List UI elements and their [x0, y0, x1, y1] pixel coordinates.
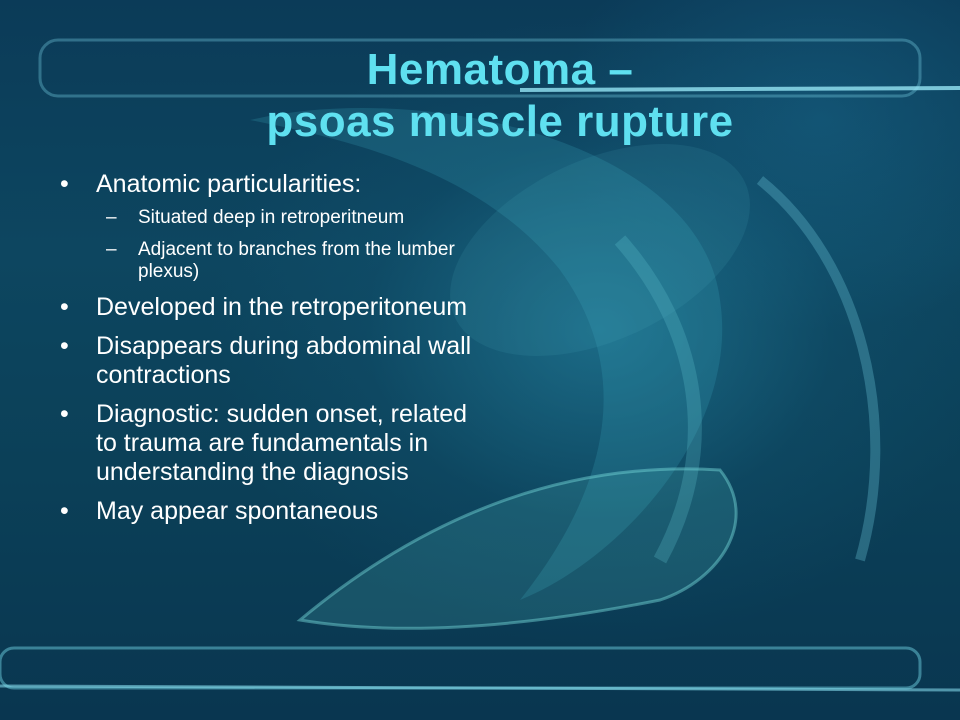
slide-title-line-2: psoas muscle rupture — [266, 97, 734, 146]
bullet-text: May appear spontaneous — [96, 497, 379, 525]
bullet-text: Diagnostic: sudden onset, related to trauma are fundamentals in understanding the diagnosis — [96, 400, 468, 486]
bullet-text: Disappears during abdominal wall contractions — [96, 332, 472, 389]
bullet-text: Anatomic particularities: — [96, 170, 362, 198]
bullet-item — [58, 293, 488, 322]
bullet-item — [58, 400, 488, 487]
sub-bullet-item: – Situated deep in retroperitneum — [96, 207, 488, 229]
sub-bullet-list — [96, 207, 488, 283]
bullet-text: Developed in the retroperitoneum — [96, 293, 468, 321]
bullet-item — [58, 497, 488, 526]
sub-bullet-item: – Adjacent to branches from the lumber plexus) — [96, 239, 488, 283]
slide-title — [120, 44, 880, 148]
bullet-item — [58, 332, 488, 390]
slide-title-line-1: Hematoma – — [366, 45, 634, 94]
bullet-item — [58, 170, 488, 283]
bullet-list — [58, 170, 488, 536]
